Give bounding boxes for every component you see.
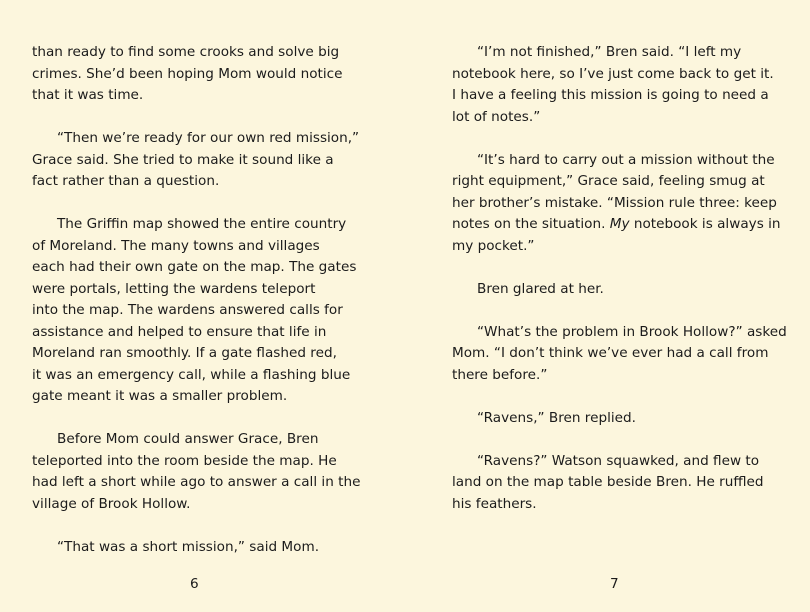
text-run: notebook is always in xyxy=(629,216,781,232)
paragraph-gap xyxy=(452,128,792,150)
text-line: her brother’s mistake. “Mission rule three: keep xyxy=(452,194,777,211)
text-line: gate meant it was a smaller problem. xyxy=(32,388,288,404)
text-line: fact rather than a question. xyxy=(32,173,220,189)
text-line: “What’s the problem in Brook Hollow?” asked xyxy=(477,323,787,340)
text-line: Moreland ran smoothly. If a gate flashed red, xyxy=(32,345,337,361)
text-line: I have a feeling this mission is going to need a xyxy=(452,87,769,103)
text-line: than ready to find some crooks and solve big xyxy=(32,44,340,60)
text-line: each had their own gate on the map. The gates xyxy=(32,259,357,275)
text-line: teleported into the room beside the map. He xyxy=(32,452,337,469)
text-line: assistance and helped to ensure that life in xyxy=(32,323,327,340)
paragraph-gap xyxy=(452,429,792,451)
page-number-right: 7 xyxy=(610,576,619,592)
text-line: crimes. She’d been hoping Mom would notice xyxy=(32,65,343,82)
text-line: lot of notes.” xyxy=(452,108,541,125)
text-line: Grace said. She tried to make it sound like a xyxy=(32,151,334,168)
paragraph-gap xyxy=(32,193,377,215)
emphasis-text: My xyxy=(609,216,630,232)
paragraph-gap xyxy=(32,515,377,537)
paragraph-gap xyxy=(32,408,377,430)
text-line: notebook here, so I’ve just come back to get it. xyxy=(452,65,774,82)
text-line: “Ravens,” Bren replied. xyxy=(477,409,636,426)
text-line: had left a short while ago to answer a call in the xyxy=(32,474,361,490)
text-line: into the map. The wardens answered calls for xyxy=(32,302,343,318)
paragraph-gap xyxy=(452,300,792,322)
paragraph-gap xyxy=(452,386,792,408)
right-page xyxy=(452,42,792,515)
text-line: Mom. “I don’t think we’ve ever had a call from xyxy=(452,345,769,361)
text-line: his feathers. xyxy=(452,495,537,512)
paragraph-gap xyxy=(452,257,792,279)
text-line: Before Mom could answer Grace, Bren xyxy=(57,431,319,447)
text-line: The Griffin map showed the entire country xyxy=(57,216,347,232)
text-line: of Moreland. The many towns and villages xyxy=(32,237,320,254)
text-run: notes on the situation. xyxy=(452,216,610,232)
text-line: Bren glared at her. xyxy=(477,280,604,297)
text-line: “That was a short mission,” said Mom. xyxy=(57,538,320,555)
paragraph-gap xyxy=(32,107,377,129)
text-line-with-emphasis xyxy=(452,214,792,236)
text-line: right equipment,” Grace said, feeling smug at xyxy=(452,173,765,189)
left-page xyxy=(32,42,377,558)
text-line: were portals, letting the wardens teleport xyxy=(32,280,316,297)
text-line: it was an emergency call, while a flashing blue xyxy=(32,366,351,383)
text-line: there before.” xyxy=(452,366,548,383)
text-line: my pocket.” xyxy=(452,237,535,254)
text-line: land on the map table beside Bren. He ruffled xyxy=(452,474,764,490)
text-line: “Ravens?” Watson squawked, and flew to xyxy=(477,452,760,469)
text-line: village of Brook Hollow. xyxy=(32,495,191,512)
page-number-left: 6 xyxy=(190,576,199,592)
text-line: that it was time. xyxy=(32,87,144,103)
text-line: “I’m not finished,” Bren said. “I left my xyxy=(477,44,742,60)
text-line: “Then we’re ready for our own red mission,” xyxy=(57,130,360,146)
text-line: “It’s hard to carry out a mission without the xyxy=(477,151,775,168)
